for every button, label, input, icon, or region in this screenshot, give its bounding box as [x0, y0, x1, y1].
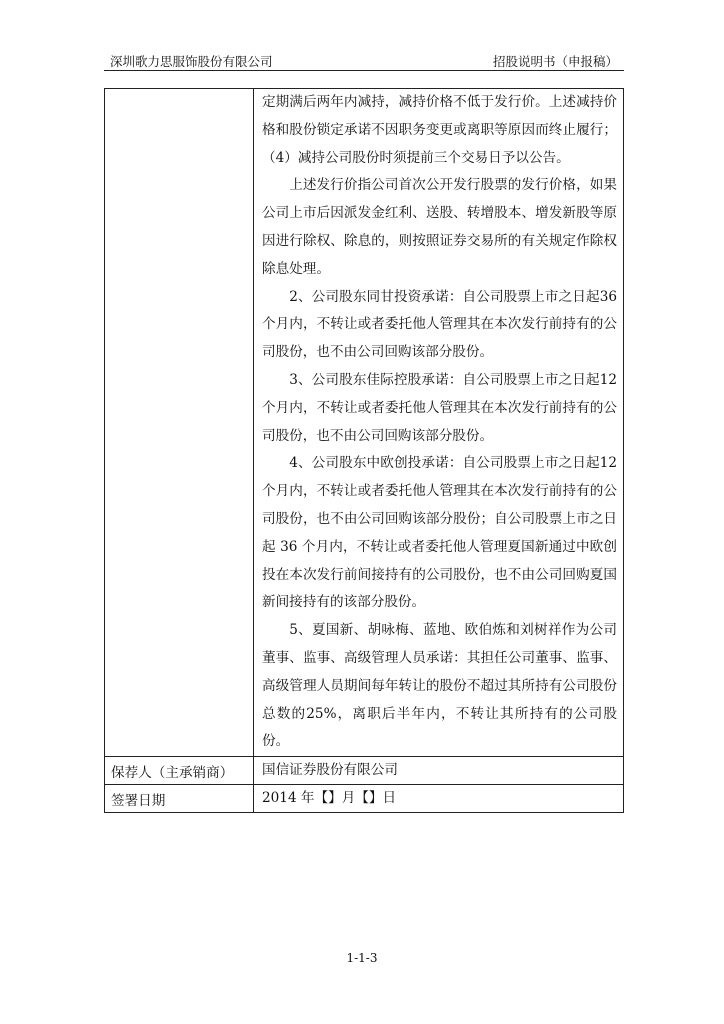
commitment-content-cell: [254, 89, 624, 757]
sponsor-value: 国信证券股份有限公司: [254, 757, 624, 785]
table-row: [105, 757, 624, 785]
empty-label-cell: [105, 89, 254, 757]
paragraph-jiaji-commitment: 3、公司股东佳际控股承诺：自公司股票上市之日起12个月内，不转让或者委托他人管理其在本次发行前持有的公司股份，也不由公司回购该部分股份。: [262, 371, 617, 444]
sponsor-label: 保荐人（主承销商）: [105, 757, 254, 785]
table-row: [105, 785, 624, 813]
page-number: 1-1-3: [346, 951, 378, 965]
page-header: [104, 48, 624, 71]
info-table: [104, 88, 624, 813]
paragraph-tonggan-commitment: 2、公司股东同甘投资承诺：自公司股票上市之日起36个月内，不转让或者委托他人管理其在本次发行前持有的公司股份，也不由公司回购该部分股份。: [262, 288, 617, 361]
paragraph-directors-commitment: 5、夏国新、胡咏梅、蓝地、欧伯炼和刘树祥作为公司董事、监事、高级管理人员承诺：其担任公司董事、监事、高级管理人员期间每年转让的股份不超过其所持有公司股份总数的25%，离职后半年内，不转让其所持有的公司股份。: [262, 622, 617, 750]
paragraph-issue-price-note: 上述发行价指公司首次公开发行股票的发行价格，如果公司上市后因派发金红利、送股、转增股本、增发新股等原因进行除权、除息的，则按照证券交易所的有关规定作除权除息处理。: [262, 177, 617, 277]
table-row: [105, 89, 624, 757]
paragraph-lockup-continued: 定期满后两年内减持，减持价格不低于发行价。上述减持价格和股份锁定承诺不因职务变更或离职等原因而终止履行；（4）减持公司股份时须提前三个交易日予以公告。: [262, 94, 617, 166]
date-label: 签署日期: [105, 785, 254, 813]
paragraph-zhongou-commitment: 4、公司股东中欧创投承诺：自公司股票上市之日起12 个月内，不转让或者委托他人管理其在本次发行前持有的公司股份，也不由公司回购该部分股份；自公司股票上市之日起 36 个月内，不转让或者委托他人管理夏国新通过中欧创投在本次发行前间接持有的公司股份，也不由公司回购夏国新间接持有的该部分股份。: [262, 455, 617, 611]
document-title: 招股说明书（申报稿）: [492, 54, 618, 69]
date-value: 2014 年【】月【】日: [254, 785, 624, 813]
company-name: 深圳歌力思服饰股份有限公司: [110, 54, 273, 69]
